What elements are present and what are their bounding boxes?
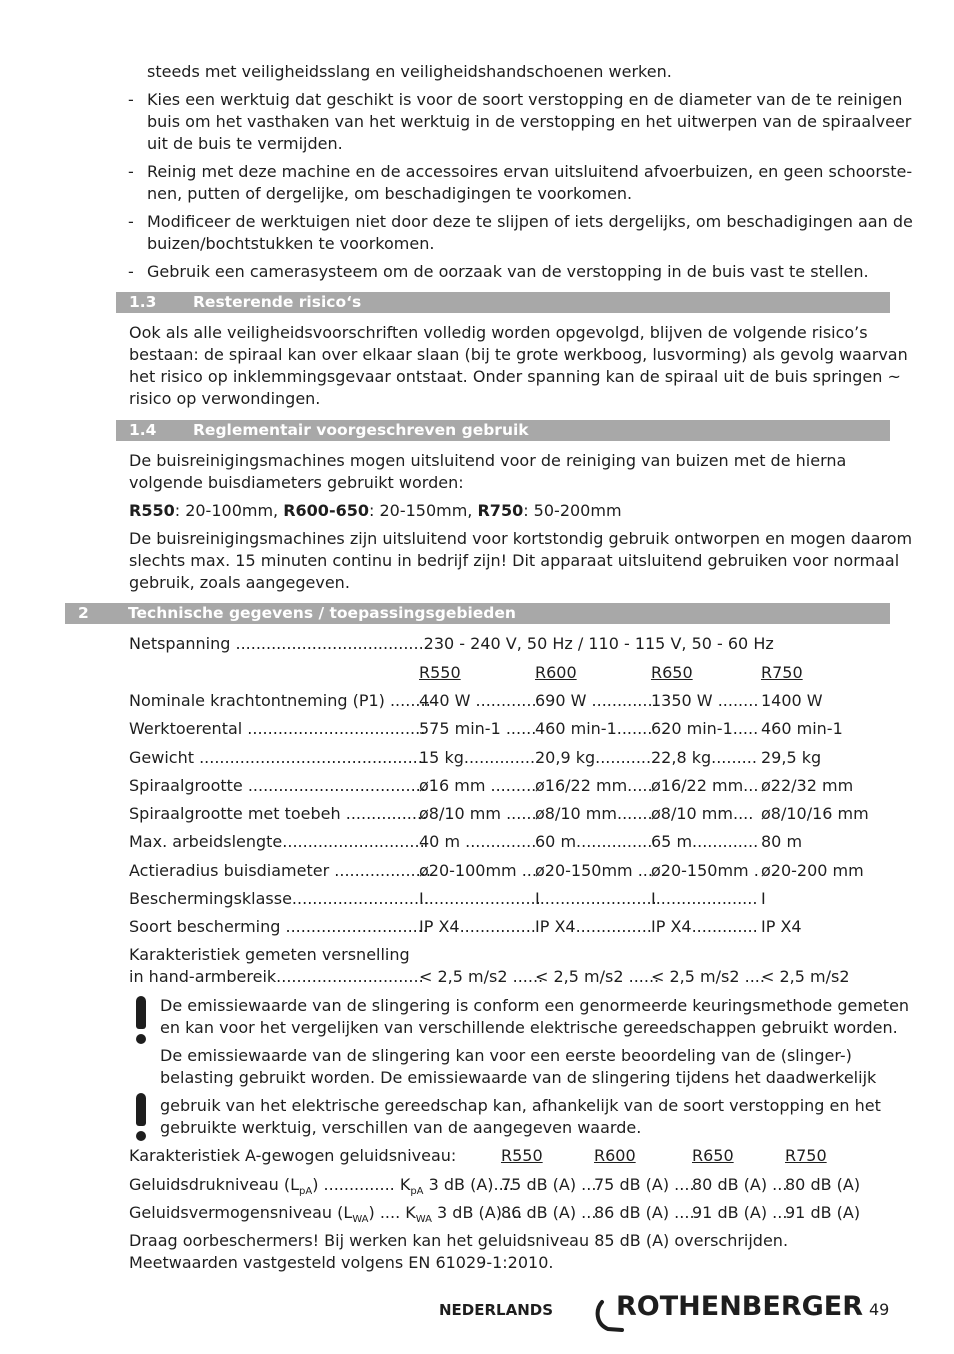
bullet-line: Modificeer de werktuigen niet door deze te slijpen of iets dergelijks, om beschadigingen aan de [147, 212, 913, 231]
subscript: pA [410, 1186, 424, 1197]
row-label: Gewicht ............................................ [129, 748, 423, 767]
label-part: ) .... K [368, 1203, 416, 1222]
bullet-dash: - [128, 90, 134, 109]
table-cell: 460 min-1 [761, 719, 843, 738]
note-line: gebruik van het elektrische gereedschap kan, afhankelijk van de soort verstopping en het [160, 1096, 881, 1115]
column-header: R650 [651, 663, 693, 682]
table-cell: 86 dB (A) ... [501, 1203, 597, 1222]
bullet-line: Gebruik een camerasysteem om de oorzaak van de verstopping in de buis vast te stellen. [147, 262, 869, 281]
paragraph-line: slechts max. 15 minuten continu in bedrijf zijn! Dit apparaat uitsluitend gebruiken voor normaal [129, 551, 900, 570]
model-value: : 20-150mm, [368, 501, 478, 520]
table-cell: ø16/22 mm..... [535, 776, 653, 795]
netspanning-row: Netspanning .....................................230 - 240 V, 50 Hz / 110 - 115 V, 50 - 60 Hz [129, 634, 774, 653]
bullet-line: buizen/bochtstukken te voorkomen. [147, 234, 435, 253]
table-cell: ø8/10 mm.... [651, 804, 754, 823]
row-label: Spiraalgrootte met toebeh ................ [129, 804, 428, 823]
bullet-line: Kies een werktuig dat geschikt is voor de soort verstopping en de diameter van de te reinigen [147, 90, 903, 109]
table-cell: IP X4............... [535, 917, 652, 936]
bullet-dash: - [128, 262, 134, 281]
table-cell: I [761, 889, 766, 908]
model-value: : 20-100mm, [174, 501, 284, 520]
table-cell: ø22/32 mm [761, 776, 854, 795]
column-header: R750 [761, 663, 803, 682]
subscript: pA [299, 1186, 313, 1197]
table-cell: 80 dB (A) [785, 1175, 861, 1194]
model-diameters [129, 500, 622, 522]
section-number: 1.4 [129, 421, 157, 439]
table-cell: 1350 W ........ [651, 691, 759, 710]
table-cell: < 2,5 m/s2 ...... [419, 967, 544, 986]
table-cell: 75 dB (A) ... [501, 1175, 597, 1194]
table-cell: 690 W ............ [535, 691, 653, 710]
column-header: R750 [785, 1146, 827, 1165]
table-cell: 620 min-1..... [651, 719, 759, 738]
intro-continuation: steeds met veiligheidsslang en veiligheidshandschoenen werken. [147, 62, 672, 81]
model-name: R750 [477, 501, 524, 520]
subscript: WA [352, 1214, 369, 1225]
note-line: De emissiewaarde van de slingering is conform een genormeerde keuringsmethode gemeten [160, 996, 910, 1015]
note-line: De emissiewaarde van de slingering kan voor een eerste beoordeling van de (slinger-) [160, 1046, 852, 1065]
bullet-line: nen, putten of dergelijke, om beschadigingen te voorkomen. [147, 184, 633, 203]
bullet-line: Reinig met deze machine en de accessoires ervan uitsluitend afvoerbuizen, en geen schoorste- [147, 162, 913, 181]
table-cell: 86 dB (A) .... [594, 1203, 695, 1222]
model-value: : 50-200mm [523, 501, 622, 520]
table-cell: 80 m [761, 832, 803, 851]
paragraph-line: De buisreinigingsmachines mogen uitsluitend voor de reiniging van buizen met de hierna [129, 451, 847, 470]
table-cell: 91 dB (A) ... [692, 1203, 788, 1222]
note-line: gebruikte werktuig, verschillen van de aangegeven waarde. [160, 1118, 642, 1137]
exclamation-icon [133, 1093, 149, 1145]
paragraph-line: gebruik, zoals aangegeven. [129, 573, 350, 592]
noise-label: Karakteristiek A-gewogen geluidsniveau: [129, 1146, 457, 1165]
section-heading-1-4 [116, 420, 890, 441]
section-heading-2 [65, 603, 890, 624]
label-part: 3 dB (A).... [423, 1175, 514, 1194]
table-cell: in hand-armbereik............................. [129, 967, 424, 986]
paragraph-line: risico op verwondingen. [129, 389, 321, 408]
model-name: R550 [129, 501, 175, 520]
section-title: Reglementair voorgeschreven gebruik [193, 421, 529, 439]
table-cell: IP X4 [761, 917, 802, 936]
row-label: Actieradius buisdiameter ................... [129, 861, 431, 880]
table-cell: I.................... [651, 889, 758, 908]
brand-logo [594, 1291, 864, 1336]
table-cell: ø20-150mm ... [535, 861, 653, 880]
accel-label: Karakteristiek gemeten versnelling [129, 945, 410, 964]
bullet-dash: - [128, 162, 134, 181]
paragraph-line: bestaan: de spiraal kan over elkaar slaan (bij te grote werkboog, lusvorming) als gevolg waarvan [129, 345, 908, 364]
table-cell: < 2,5 m/s2 [761, 967, 850, 986]
row-label: Werktoerental ................................... [129, 719, 426, 738]
bullet-dash: - [128, 212, 134, 231]
noise-row-label [129, 1174, 514, 1196]
table-cell: 60 m............... [535, 832, 653, 851]
table-cell: 22,8 kg......... [651, 748, 757, 767]
table-cell: ø8/10/16 mm [761, 804, 869, 823]
row-label: Nominale krachtontneming (P1) ........ [129, 691, 431, 710]
table-cell: 40 m .............. [419, 832, 537, 851]
section-title: Technische gegevens / toepassingsgebieden [128, 604, 516, 622]
paragraph-line: Ook als alle veiligheidsvoorschriften volledig worden opgevolgd, blijven de volgende risico’s [129, 323, 868, 342]
table-cell: < 2,5 m/s2 .... [651, 967, 765, 986]
table-cell: 440 W ............ [419, 691, 537, 710]
column-header: R650 [692, 1146, 734, 1165]
model-name: R600-650 [283, 501, 369, 520]
footer-language: NEDERLANDS [439, 1301, 554, 1319]
table-cell: 91 dB (A) [785, 1203, 861, 1222]
table-cell: ø16 mm ......... [419, 776, 537, 795]
label-part: ) .............. K [312, 1175, 411, 1194]
table-cell: ø8/10 mm....... [535, 804, 653, 823]
table-cell: 75 dB (A) .... [594, 1175, 695, 1194]
table-cell: I....................... [535, 889, 657, 908]
table-cell: 460 min-1....... [535, 719, 653, 738]
bullet-line: buis om het vasthaken van het werktuig in de verstopping en het uitwerpen van de spiraalveer [147, 112, 912, 131]
row-label: Max. arbeidslengte............................ [129, 832, 425, 851]
label-part: Geluidsdrukniveau (L [129, 1175, 299, 1194]
table-cell: ø8/10 mm ...... [419, 804, 537, 823]
table-cell: ø16/22 mm... [651, 776, 759, 795]
exclamation-icon [133, 996, 149, 1048]
table-cell: I....................... [419, 889, 541, 908]
final-line: Meetwaarden vastgesteld volgens EN 61029-1:2010. [129, 1253, 554, 1272]
final-line: Draag oorbeschermers! Bij werken kan het geluidsniveau 85 dB (A) overschrijden. [129, 1231, 789, 1250]
column-header: R550 [419, 663, 461, 682]
row-label: Spiraalgrootte ................................... [129, 776, 426, 795]
table-cell: 1400 W [761, 691, 823, 710]
table-cell: 15 kg.............. [419, 748, 536, 767]
table-cell: 575 min-1 ...... [419, 719, 537, 738]
row-label: Soort bescherming ............................ [129, 917, 428, 936]
subscript: WA [415, 1214, 432, 1225]
row-label: Beschermingsklasse........................... [129, 889, 430, 908]
table-cell: 65 m............. [651, 832, 759, 851]
section-number: 2 [78, 604, 89, 622]
label-part: Geluidsvermogensniveau (L [129, 1203, 353, 1222]
paragraph-line: De buisreinigingsmachines zijn uitsluitend voor kortstondig gebruik ontworpen en mogen daarom [129, 529, 913, 548]
table-cell: ø20-100mm ... [419, 861, 537, 880]
logo-text: ROTHENBERGER [616, 1291, 864, 1322]
bullet-line: uit de buis te vermijden. [147, 134, 343, 153]
section-heading-1-3 [116, 292, 890, 313]
page-number: 49 [869, 1300, 890, 1319]
table-cell: IP X4............... [419, 917, 536, 936]
table-cell: ø20-150mm . [651, 861, 759, 880]
noise-row-label [129, 1202, 522, 1224]
paragraph-line: volgende buisdiameters gebruikt worden: [129, 473, 464, 492]
table-cell: IP X4............. [651, 917, 758, 936]
label-part: 3 dB (A) ... [431, 1203, 523, 1222]
table-cell: ø20-200 mm [761, 861, 864, 880]
table-cell: 20,9 kg........... [535, 748, 652, 767]
column-header: R550 [501, 1146, 543, 1165]
section-title: Resterende risico‘s [193, 293, 362, 311]
table-cell: < 2,5 m/s2 ...... [535, 967, 660, 986]
column-header: R600 [535, 663, 577, 682]
note-line: en kan voor het vergelijken van verschillende elektrische gereedschappen gebruikt worden. [160, 1018, 898, 1037]
note-line: belasting gebruikt worden. De emissiewaarde van de slingering tijdens het daadwerkelijk [160, 1068, 877, 1087]
table-cell: 80 dB (A) ... [692, 1175, 788, 1194]
column-header: R600 [594, 1146, 636, 1165]
table-cell: 29,5 kg [761, 748, 822, 767]
paragraph-line: het risico op inklemmingsgevaar ontstaat. Onder spanning kan de spiraal uit de buis springen ~ [129, 367, 901, 386]
section-number: 1.3 [129, 293, 157, 311]
